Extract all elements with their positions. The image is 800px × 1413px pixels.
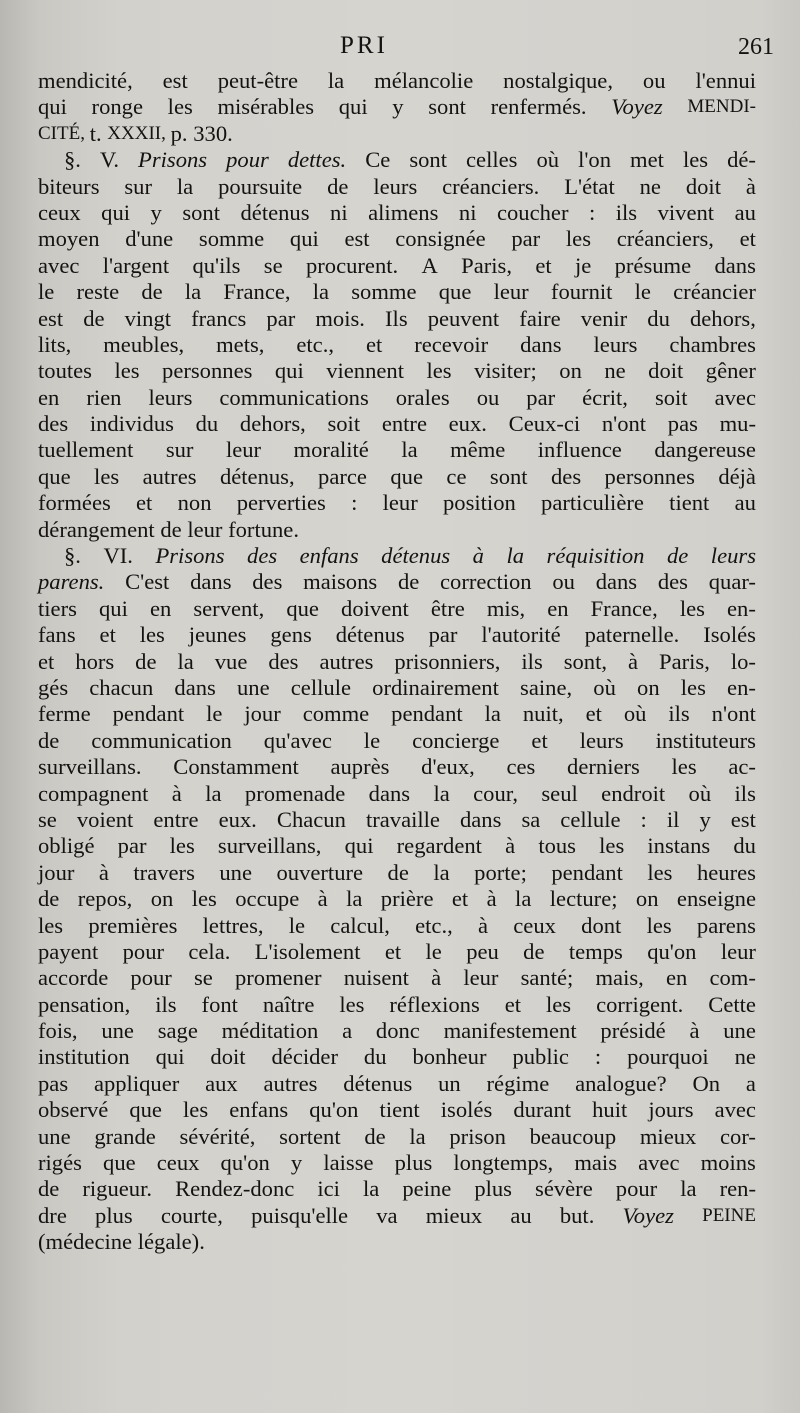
text-line: le reste de la France, la somme que leur fournit le créancier: [38, 279, 756, 305]
text-line: surveillans. Constamment auprès d'eux, ces derniers les ac-: [38, 754, 756, 780]
body-text: [38, 68, 756, 1256]
text-line: une grande sévérité, sortent de la prison beaucoup mieux cor-: [38, 1123, 756, 1149]
text-line: (médecine légale).: [38, 1229, 205, 1255]
text-line: gés chacun dans une cellule ordinairement saine, où on les en-: [38, 674, 756, 700]
text-line: dérangement de leur fortune.: [38, 516, 299, 542]
text-line: pas appliquer aux autres détenus un régime analogue? On a: [38, 1070, 756, 1096]
text-line: que les autres détenus, parce que ce sont des personnes déjà: [38, 463, 756, 489]
text-line: accorde pour se promener nuisent à leur santé; mais, en com-: [38, 965, 756, 991]
text-line: de repos, on les occupe à la prière et à la lecture; on enseigne: [38, 886, 756, 912]
text-line: lits, meubles, mets, etc., et recevoir dans leurs chambres: [38, 331, 756, 357]
text-line: parens. C'est dans des maisons de correction ou dans des quar-: [38, 569, 756, 595]
text-line: fois, une sage méditation a donc manifestement présidé à une: [38, 1018, 756, 1044]
text-line: mendicité, est peut-être la mélancolie nostalgique, ou l'ennui: [38, 68, 756, 93]
text-line: institution qui doit décider du bonheur public : pourquoi ne: [38, 1044, 756, 1070]
text-line: rigés que ceux qu'on y laisse plus longtemps, mais avec moins: [38, 1150, 756, 1176]
text-line: obligé par les surveillans, qui regardent à tous les instans du: [38, 833, 756, 859]
text-line: en rien leurs communications orales ou par écrit, soit avec: [38, 384, 756, 410]
text-line: jour à travers une ouverture de la porte; pendant les heures: [38, 859, 756, 885]
text-line: tuellement sur leur moralité la même influence dangereuse: [38, 437, 756, 463]
text-line: payent pour cela. L'isolement et le peu de temps qu'on leur: [38, 938, 756, 964]
text-line: les premières lettres, le calcul, etc., à ceux dont les parens: [38, 912, 756, 938]
text-line: ferme pendant le jour comme pendant la nuit, et où ils n'ont: [38, 701, 756, 727]
text-line: formées et non perverties : leur position particulière tient au: [38, 490, 756, 516]
text-line: des individus du dehors, soit entre eux. Ceux-ci n'ont pas mu-: [38, 411, 756, 437]
text-line: biteurs sur la poursuite de leurs créanciers. L'état ne doit à: [38, 173, 756, 199]
text-line: tiers qui en servent, que doivent être mis, en France, les en-: [38, 595, 756, 621]
text-line: est de vingt francs par mois. Ils peuvent faire venir du dehors,: [38, 305, 756, 331]
running-head-title: PRI: [340, 32, 388, 59]
text-line: de rigueur. Rendez-donc ici la peine plus sévère pour la ren-: [38, 1176, 756, 1202]
text-line: observé que les enfans qu'on tient isolés durant huit jours avec: [38, 1097, 756, 1123]
text-line: qui ronge les misérables qui y sont renfermés. Voyez MENDI-: [38, 94, 756, 120]
text-line: se voient entre eux. Chacun travaille dans sa cellule : il y est: [38, 806, 756, 832]
text-line: moyen d'une somme qui est consignée par les créanciers, et: [38, 226, 756, 252]
text-line: toutes les personnes qui viennent les visiter; on ne doit gêner: [38, 358, 756, 384]
text-line: dre plus courte, puisqu'elle va mieux au but. Voyez PEINE: [38, 1202, 756, 1228]
text-line: CITÉ, t. XXXII, p. 330.: [38, 120, 233, 146]
text-line: §. V. Prisons pour dettes. Ce sont celles où l'on met les dé-: [64, 147, 756, 173]
text-line: et hors de la vue des autres prisonniers, ils sont, à Paris, lo-: [38, 648, 756, 674]
text-line: fans et les jeunes gens détenus par l'autorité paternelle. Isolés: [38, 622, 756, 648]
page-number: 261: [738, 34, 774, 60]
text-line: avec l'argent qu'ils se procurent. A Paris, et je présume dans: [38, 252, 756, 278]
text-line: compagnent à la promenade dans la cour, seul endroit où ils: [38, 780, 756, 806]
running-head: [0, 30, 800, 64]
text-line: ceux qui y sont détenus ni alimens ni coucher : ils vivent au: [38, 199, 756, 225]
text-line: pensation, ils font naître les réflexions et les corrigent. Cette: [38, 991, 756, 1017]
text-line: §. VI. Prisons des enfans détenus à la réquisition de leurs: [64, 543, 756, 569]
text-line: de communication qu'avec le concierge et leurs instituteurs: [38, 727, 756, 753]
